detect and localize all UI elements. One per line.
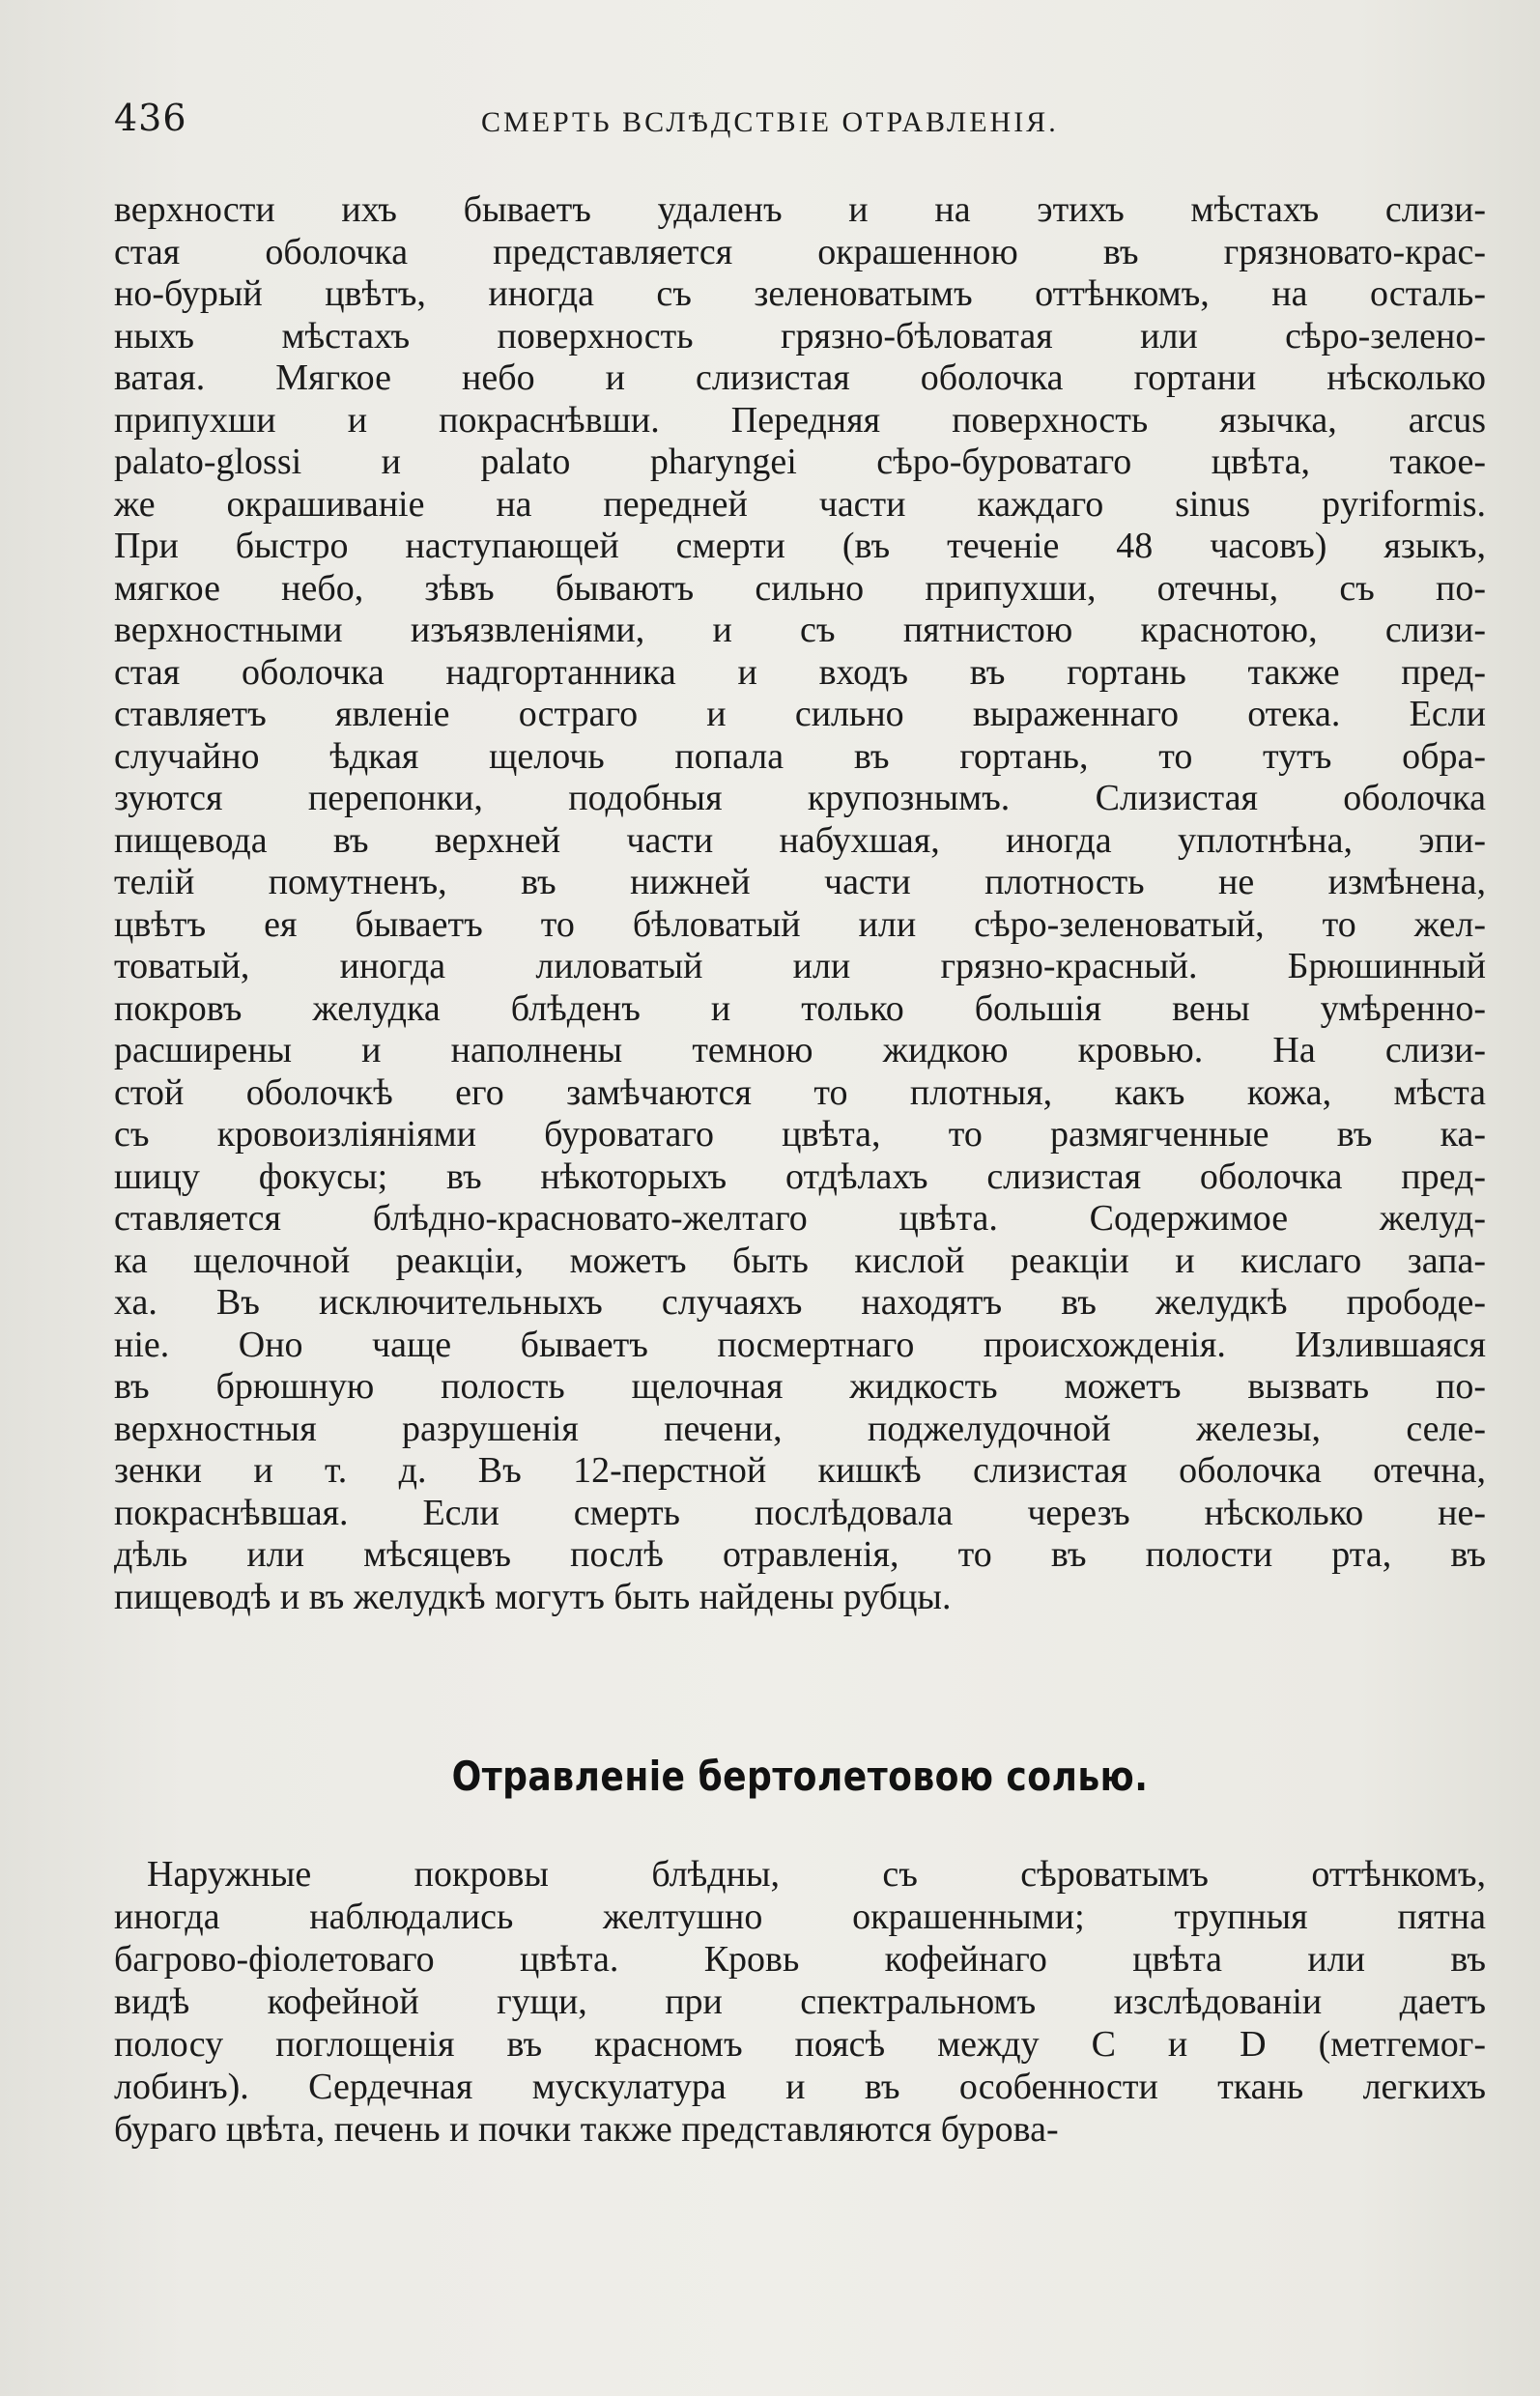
text-line: ныхъ мѣстахъ поверхность грязно-бѣловатая или сѣро-зелено- (114, 315, 1486, 357)
text-line: palato-glossi и palato pharyngei сѣро-буроватаго цвѣта, такое- (114, 442, 1486, 482)
running-head: СМЕРТЬ ВСЛѢДСТВІЕ ОТРАВЛЕНІЯ. (481, 106, 1059, 138)
text-line: лобинъ). Сердечная мускулатура и въ особенности ткань легкихъ (114, 2067, 1486, 2107)
text-line: ставляется блѣдно-красновато-желтаго цвѣта. Содержимое желуд- (114, 1198, 1486, 1239)
text-line: съ кровоизліяніями буроватаго цвѣта, то размягченные въ ка- (114, 1114, 1486, 1155)
text-line: ставляетъ явленіе остраго и сильно выраженнаго отека. Если (114, 694, 1486, 734)
text-line: ватая. Мягкое небо и слизистая оболочка гортани нѣсколько (114, 357, 1486, 398)
text-line: пищевода въ верхней части набухшая, иногда уплотнѣна, эпи- (114, 819, 1486, 861)
text-line: пищеводѣ и въ желудкѣ могутъ быть найдены рубцы. (114, 1576, 952, 1617)
text-line: бураго цвѣта, печень и почки также представляются бурова- (114, 2109, 1059, 2150)
text-line: зуются перепонки, подобныя крупознымъ. Слизистая оболочка (114, 778, 1486, 818)
text-line: случайно ѣдкая щелочь попала въ гортань, то тутъ обра- (114, 735, 1486, 777)
text-line: иногда наблюдались желтушно окрашенными; трупныя пятна (114, 1897, 1486, 1937)
text-line: шицу фокусы; въ нѣкоторыхъ отдѣлахъ слизистая оболочка пред- (114, 1155, 1486, 1197)
paragraph-1 (114, 189, 1486, 1618)
text-line: ка щелочной реакціи, можетъ быть кислой реакціи и кислаго запа- (114, 1240, 1486, 1281)
text-line: багрово-фіолетоваго цвѣта. Кровь кофейнаго цвѣта или въ (114, 1939, 1486, 1980)
section-heading: Отравленіе бертолетовою солью. (451, 1753, 1149, 1800)
text-line: верхностныя разрушенія печени, поджелудочной железы, селе- (114, 1408, 1486, 1449)
text-line: дѣль или мѣсяцевъ послѣ отравленія, то въ полости рта, въ (114, 1534, 1486, 1575)
text-line: стая оболочка надгортанника и входъ въ гортань также пред- (114, 651, 1486, 693)
text-line: стой оболочкѣ его замѣчаются то плотныя, какъ кожа, мѣста (114, 1071, 1486, 1113)
text-line: стая оболочка представляется окрашенною въ грязновато-крас- (114, 231, 1486, 272)
text-line: расширены и наполнены темною жидкою кровью. На слизи- (114, 1030, 1486, 1070)
text-line: ха. Въ исключительныхъ случаяхъ находятъ въ желудкѣ прободе- (114, 1282, 1486, 1323)
page-header (114, 97, 1486, 155)
text-line: видѣ кофейной гущи, при спектральномъ изслѣдованіи даетъ (114, 1982, 1486, 2022)
text-line: зенки и т. д. Въ 12-перстной кишкѣ слизистая оболочка отечна, (114, 1450, 1486, 1491)
text-line: Наружные покровы блѣдны, съ сѣроватымъ оттѣнкомъ, (147, 1854, 1486, 1895)
text-line: При быстро наступающей смерти (въ теченіе 48 часовъ) языкъ, (114, 526, 1486, 566)
text-line: верхностными изъязвленіями, и съ пятнистою краснотою, слизи- (114, 610, 1486, 650)
text-line: мягкое небо, зѣвъ бываютъ сильно припухши, отечны, съ по- (114, 567, 1486, 609)
page-number: 436 (114, 97, 187, 139)
text-line: покраснѣвшая. Если смерть послѣдовала черезъ нѣсколько не- (114, 1492, 1486, 1533)
text-line: но-бурый цвѣтъ, иногда съ зеленоватымъ оттѣнкомъ, на осталь- (114, 273, 1486, 314)
paragraph-2 (114, 1853, 1486, 2151)
text-line: покровъ желудка блѣденъ и только большія вены умѣренно- (114, 987, 1486, 1029)
text-line: цвѣтъ ея бываетъ то бѣловатый или сѣро-зеленоватый, то жел- (114, 903, 1486, 945)
text-line: ніе. Оно чаще бываетъ посмертнаго происхожденія. Излившаяся (114, 1324, 1486, 1365)
text-line: припухши и покраснѣвши. Передняя поверхность язычка, arcus (114, 399, 1486, 441)
text-line: верхности ихъ бываетъ удаленъ и на этихъ мѣстахъ слизи- (114, 189, 1486, 230)
text-line: же окрашиваніе на передней части каждаго sinus pyriformis. (114, 483, 1486, 525)
text-line: товатый, иногда лиловатый или грязно-красный. Брюшинный (114, 946, 1486, 986)
text-line: полосу поглощенія въ красномъ поясѣ между C и D (метгемог- (114, 2024, 1486, 2065)
text-line: телій помутненъ, въ нижней части плотность не измѣнена, (114, 862, 1486, 902)
text-line: въ брюшную полость щелочная жидкость можетъ вызвать по- (114, 1366, 1486, 1407)
